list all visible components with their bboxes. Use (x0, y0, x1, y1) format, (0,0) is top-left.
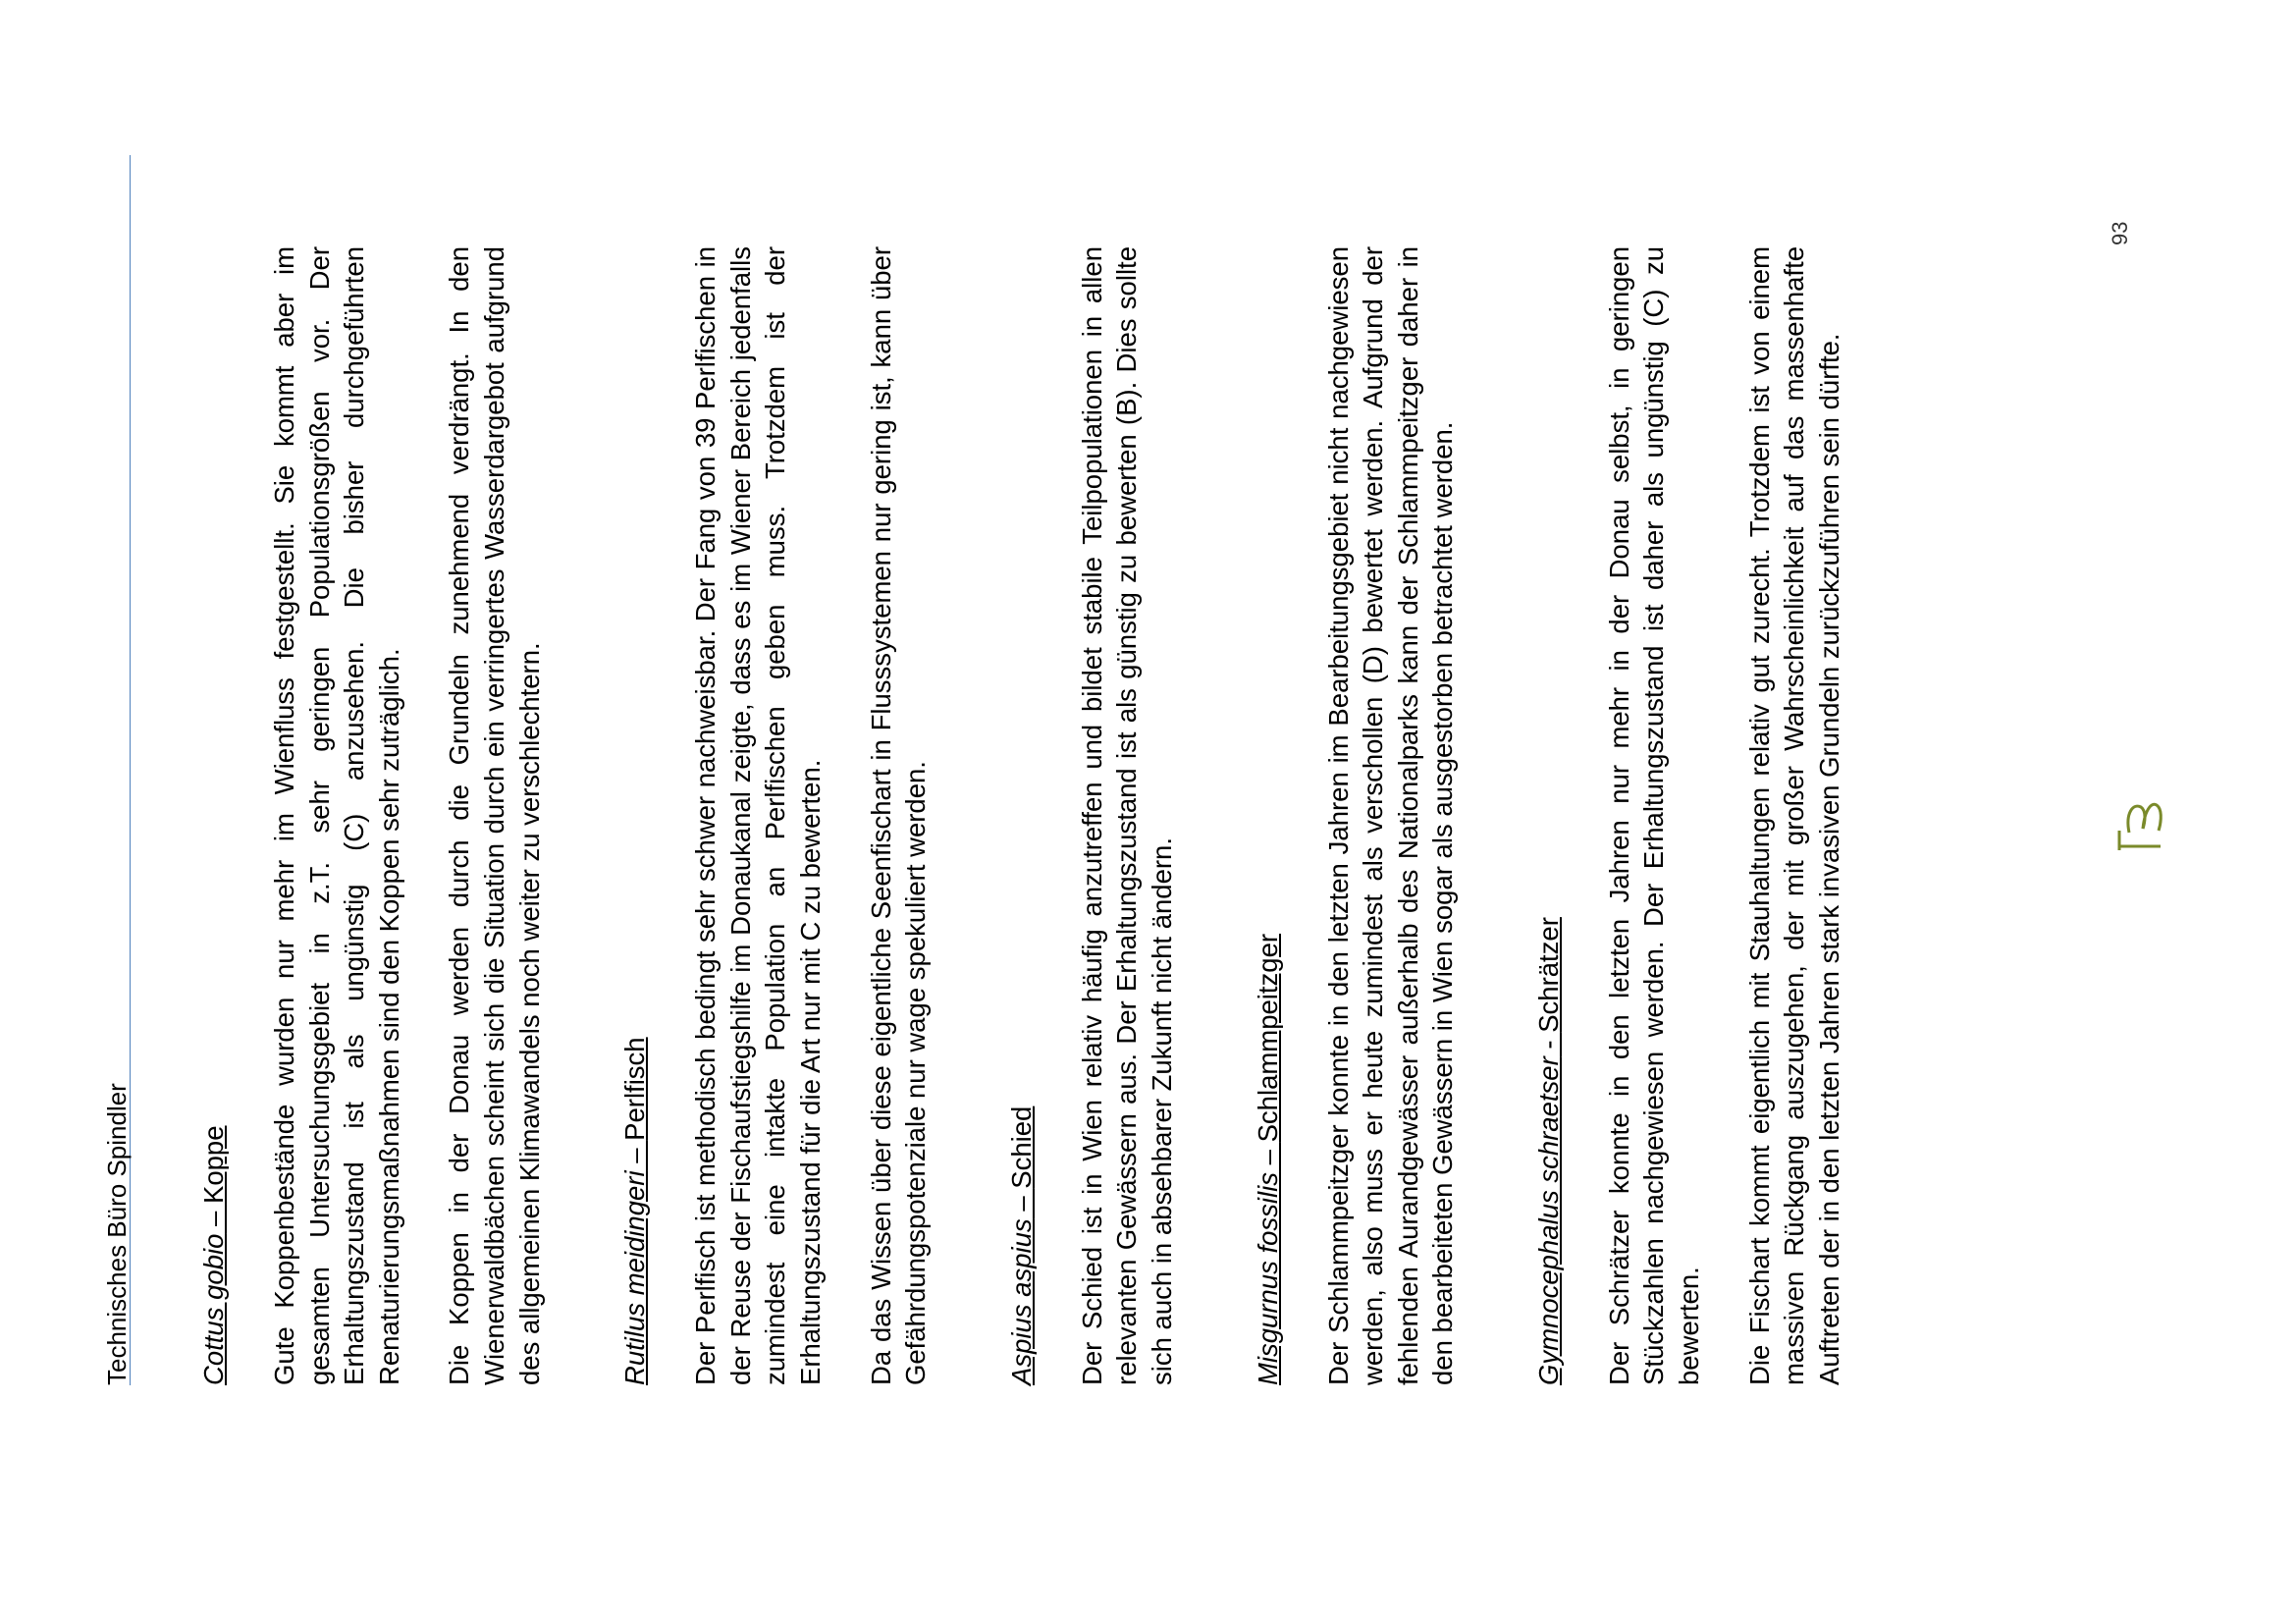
common-name: Schrätzer (1532, 917, 1564, 1033)
document-body (196, 246, 1846, 1385)
page-number: 93 (2108, 221, 2132, 245)
common-name: Koppe (198, 1125, 229, 1205)
paragraph: Die Koppen in der Donau werden durch die Grundeln zunehmend verdrängt. In den Wienerwaldbächen scheint sich die Situation durch ein verringertes Wasserdargebot aufgrund des allgemeinen Klimawandels noch weiter zu verschlechtern. (444, 246, 545, 1385)
paragraph: Der Schrätzer konnte in den letzten Jahren nur mehr in der Donau selbst, in geringen Stückzahlen nachgewiesen werden. Der Erhaltungszustand ist daher als ungünstig (C) zu bewerten. (1603, 246, 1705, 1385)
species-name: Rutilus meidingeri (619, 1170, 651, 1385)
common-name: Schlammpeitzger (1252, 933, 1283, 1143)
tbs-logo-icon (2115, 795, 2164, 852)
paragraph: Der Schied ist in Wien relativ häufig anzutreffen und bildet stabile Teilpopulationen in allen relevanten Gewässern aus. Der Erhaltungszustand ist als günstig zu bewerten (B). Dies sollte sich auch in absehbarer Zukunft nicht ändern. (1076, 246, 1177, 1385)
common-name: Perlfisch (619, 1037, 651, 1141)
heading-separator: – (1252, 1142, 1283, 1172)
paragraph: Die Fischart kommt eigentlich mit Stauhaltungen relativ gut zurecht. Trotzdem ist von einem massiven Rückgang auszugehen, der mit großer Wahrscheinlichkeit auf das massenhafte Auftreten der in den letzten Jahren stark invasiven Grundeln zurückzuführen sein dürfte. (1743, 246, 1844, 1385)
species-name: Gymnocephalus schraetser (1532, 1056, 1564, 1385)
common-name: Schied (1005, 1106, 1037, 1189)
paragraph: Der Schlammpeitzger konnte in den letzten Jahren im Bearbeitungsgebiet nicht nachgewiesen werden, also muss er heute zumindest als verschollen (D) bewertet werden. Aufgrund der fehlenden Aurandgewässer außerhalb des Nationalparks kann der Schlammpeitzger daher in den bearbeiteten Gewässern in Wien sogar als ausgestorben betrachtet werden. (1322, 246, 1459, 1385)
heading-separator: – (198, 1204, 229, 1234)
species-name: Aspius aspius (1005, 1218, 1037, 1385)
heading-separator: – (619, 1140, 651, 1171)
species-name: Cottus gobio (198, 1233, 229, 1385)
paragraph: Der Perlfisch ist methodisch bedingt sehr schwer nachweisbar. Der Fang von 39 Perlfischen in der Reuse der Fischaufstiegshilfe im Donaukanal zeigte, dass es im Wiener Bereich jedenfalls zumindest eine intakte Population an Perlfischen geben muss. Trotzdem ist der Erhaltungszustand für die Art nur mit C zu bewerten. (690, 246, 826, 1385)
paragraph: Da das Wissen über diese eigentliche Seenfischart in Flusssystemen nur gering ist, kann über Gefährdungspotenziale nur wage spekuliert werden. (865, 246, 932, 1385)
section-heading-rutilus-meidingeri (617, 246, 653, 1385)
section-heading-misgurnus-fossilis (1251, 246, 1286, 1385)
heading-separator: – (1005, 1188, 1037, 1219)
species-name: Misgurnus fossilis (1252, 1171, 1283, 1385)
heading-separator: - (1532, 1032, 1564, 1057)
paragraph: Gute Koppenbestände wurden nur mehr im Wienfluss festgestellt. Sie kommt aber im gesamten Untersuchungsgebiet in z.T. sehr geringen Populationsgrößen vor. Der Erhaltungszustand ist als ungünstig (C) anzusehen. Die bisher durchgeführten Renaturierungsmaßnahmen sind den Koppen sehr zuträglich. (269, 246, 404, 1385)
header-title: Technisches Büro Spindler (102, 1083, 132, 1385)
section-heading-cottus-gobio (196, 246, 232, 1385)
section-heading-gymnocephalus-schraetser (1531, 246, 1567, 1385)
page-header (104, 155, 131, 1385)
section-heading-aspius-aspius (1004, 246, 1040, 1385)
